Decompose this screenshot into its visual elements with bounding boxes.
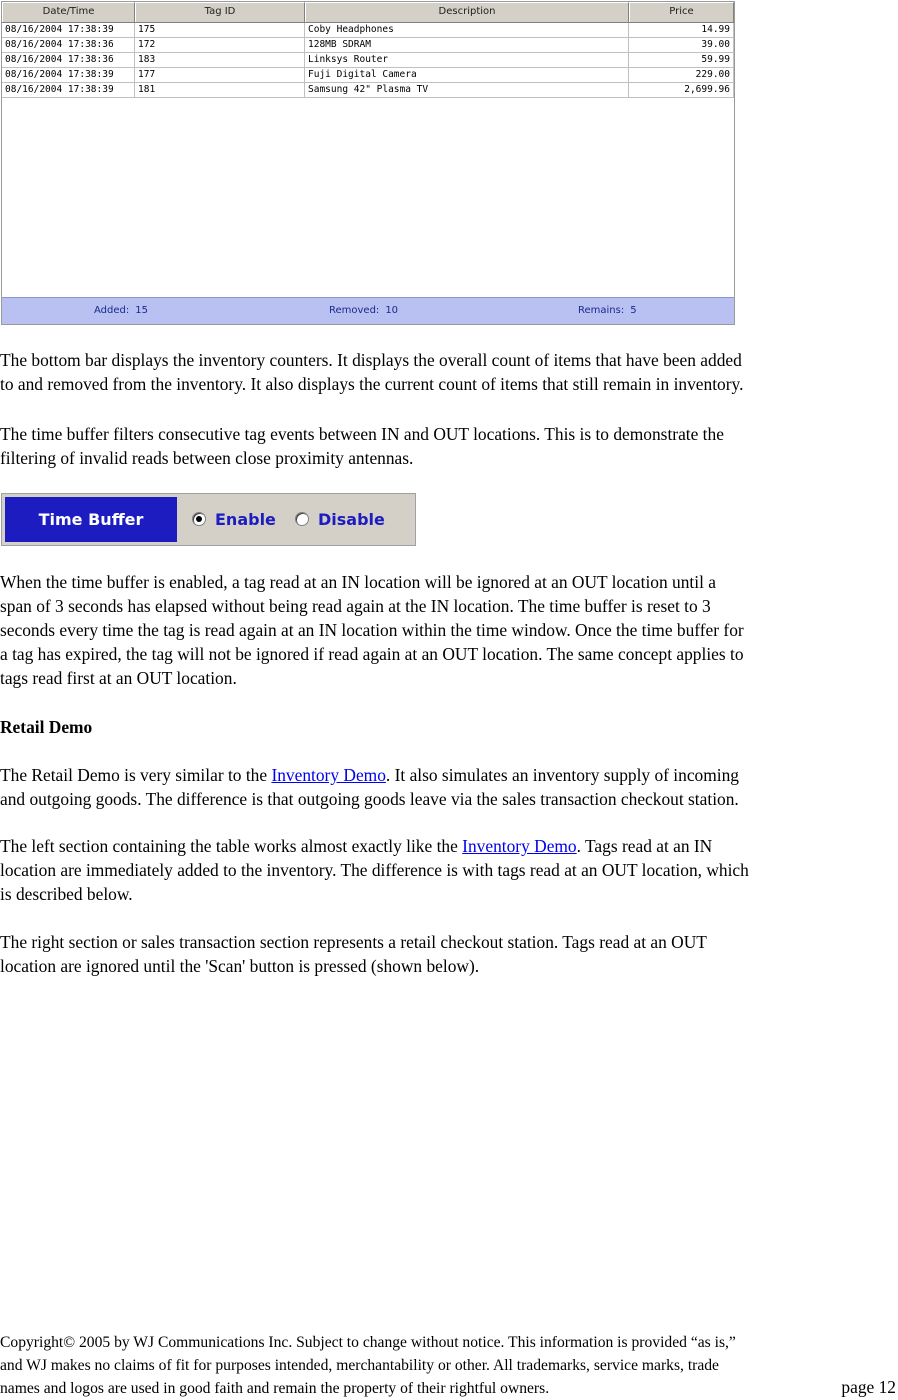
added-label: Added: xyxy=(94,305,130,316)
cell-price: 14.99 xyxy=(629,23,734,38)
text-line xyxy=(0,834,898,858)
enable-label: Enable xyxy=(215,509,276,529)
text-line: a tag has expired, the tag will not be ignored if read again at an OUT location. The same concept applies to xyxy=(0,644,744,664)
removed-label: Removed: xyxy=(329,305,380,316)
remains-value: 5 xyxy=(630,305,637,316)
inventory-table xyxy=(1,1,735,325)
table-body xyxy=(2,23,734,98)
cell-tag-id: 181 xyxy=(135,83,305,98)
text-line: Copyright© 2005 by WJ Communications Inc. Subject to change without notice. This information is provided “as is,” xyxy=(0,1334,736,1351)
cell-tag-id: 177 xyxy=(135,68,305,83)
enable-radio[interactable] xyxy=(192,508,276,530)
text-line: seconds every time the tag is read again at an IN location within the time window. Once the time buffer for xyxy=(0,620,744,640)
text-fragment: The left section containing the table works almost exactly like the xyxy=(0,836,463,856)
text-line: tags read first at an OUT location. xyxy=(0,668,237,688)
text-line: is described below. xyxy=(0,884,133,904)
text-line: span of 3 seconds has elapsed without being read again at the IN location. The time buffer is reset to 3 xyxy=(0,596,711,616)
cell-tag-id: 172 xyxy=(135,38,305,53)
remains-label: Remains: xyxy=(578,305,625,316)
cell-datetime: 08/16/2004 17:38:39 xyxy=(2,83,135,98)
table-row[interactable] xyxy=(2,68,734,83)
section-heading-retail-demo: Retail Demo xyxy=(0,717,93,737)
remains-counter xyxy=(578,305,637,316)
text-line: filtering of invalid reads between close proximity antennas. xyxy=(0,448,414,468)
text-fragment: The Retail Demo is very similar to the xyxy=(0,765,272,785)
text-line: and outgoing goods. The difference is that outgoing goods leave via the sales transaction checkout station. xyxy=(0,789,739,809)
paragraph-retail-demo-intro xyxy=(0,763,898,811)
cell-datetime: 08/16/2004 17:38:39 xyxy=(2,23,135,38)
table-row[interactable] xyxy=(2,23,734,38)
added-counter xyxy=(94,305,148,316)
text-line: location are immediately added to the inventory. The difference is with tags read at an OUT location, which xyxy=(0,860,749,880)
text-line: location are ignored until the 'Scan' button is pressed (shown below). xyxy=(0,956,480,976)
added-value: 15 xyxy=(135,305,148,316)
column-header-description[interactable]: Description xyxy=(305,2,629,22)
cell-description: Fuji Digital Camera xyxy=(305,68,629,83)
column-header-price[interactable]: Price xyxy=(629,2,734,22)
page-number: page 12 xyxy=(841,1377,896,1397)
cell-description: Samsung 42" Plasma TV xyxy=(305,83,629,98)
removed-counter xyxy=(329,305,398,316)
cell-price: 2,699.96 xyxy=(629,83,734,98)
cell-tag-id: 175 xyxy=(135,23,305,38)
cell-description: Coby Headphones xyxy=(305,23,629,38)
cell-price: 229.00 xyxy=(629,68,734,83)
column-header-datetime[interactable]: Date/Time xyxy=(2,2,135,22)
paragraph-time-buffer xyxy=(0,422,898,470)
cell-price: 59.99 xyxy=(629,53,734,68)
cell-description: 128MB SDRAM xyxy=(305,38,629,53)
time-buffer-panel xyxy=(1,493,416,546)
cell-datetime: 08/16/2004 17:38:36 xyxy=(2,38,135,53)
text-line: and WJ makes no claims of fit for purposes intended, merchantability or other. All trademarks, service marks, trade xyxy=(0,1357,719,1374)
radio-checked-icon[interactable] xyxy=(192,512,206,526)
text-line: The bottom bar displays the inventory counters. It displays the overall count of items that have been added xyxy=(0,350,742,370)
text-line: The right section or sales transaction section represents a retail checkout station. Tags read at an OUT xyxy=(0,932,707,952)
text-fragment: . Tags read at an IN xyxy=(576,836,713,856)
removed-value: 10 xyxy=(385,305,399,316)
disable-label: Disable xyxy=(318,509,385,529)
paragraph-inventory-counters xyxy=(0,348,898,396)
inventory-counters-bar xyxy=(2,297,734,324)
paragraph-right-section xyxy=(0,930,898,978)
text-line: to and removed from the inventory. It also displays the current count of items that still remain in inventory. xyxy=(0,374,744,394)
copyright-notice xyxy=(0,1331,898,1400)
inventory-demo-link[interactable]: Inventory Demo xyxy=(271,765,386,785)
text-line: When the time buffer is enabled, a tag read at an IN location will be ignored at an OUT location until a xyxy=(0,572,716,592)
column-header-tag-id[interactable]: Tag ID xyxy=(135,2,305,22)
radio-unchecked-icon[interactable] xyxy=(295,512,309,526)
paragraph-time-buffer-details xyxy=(0,570,898,690)
cell-datetime: 08/16/2004 17:38:39 xyxy=(2,68,135,83)
paragraph-left-section xyxy=(0,834,898,906)
table-row[interactable] xyxy=(2,53,734,68)
cell-price: 39.00 xyxy=(629,38,734,53)
text-line: names and logos are used in good faith and remain the property of their rightful owners. xyxy=(0,1380,550,1397)
table-row[interactable] xyxy=(2,38,734,53)
text-line xyxy=(0,763,898,787)
cell-datetime: 08/16/2004 17:38:36 xyxy=(2,53,135,68)
inventory-demo-link[interactable]: Inventory Demo xyxy=(462,836,577,856)
table-row[interactable] xyxy=(2,83,734,98)
time-buffer-title: Time Buffer xyxy=(5,497,177,542)
cell-tag-id: 183 xyxy=(135,53,305,68)
text-fragment: . It also simulates an inventory supply of incoming xyxy=(385,765,739,785)
disable-radio[interactable] xyxy=(295,508,385,530)
table-header xyxy=(2,2,734,23)
text-line: The time buffer filters consecutive tag events between IN and OUT locations. This is to demonstrate the xyxy=(0,424,724,444)
cell-description: Linksys Router xyxy=(305,53,629,68)
